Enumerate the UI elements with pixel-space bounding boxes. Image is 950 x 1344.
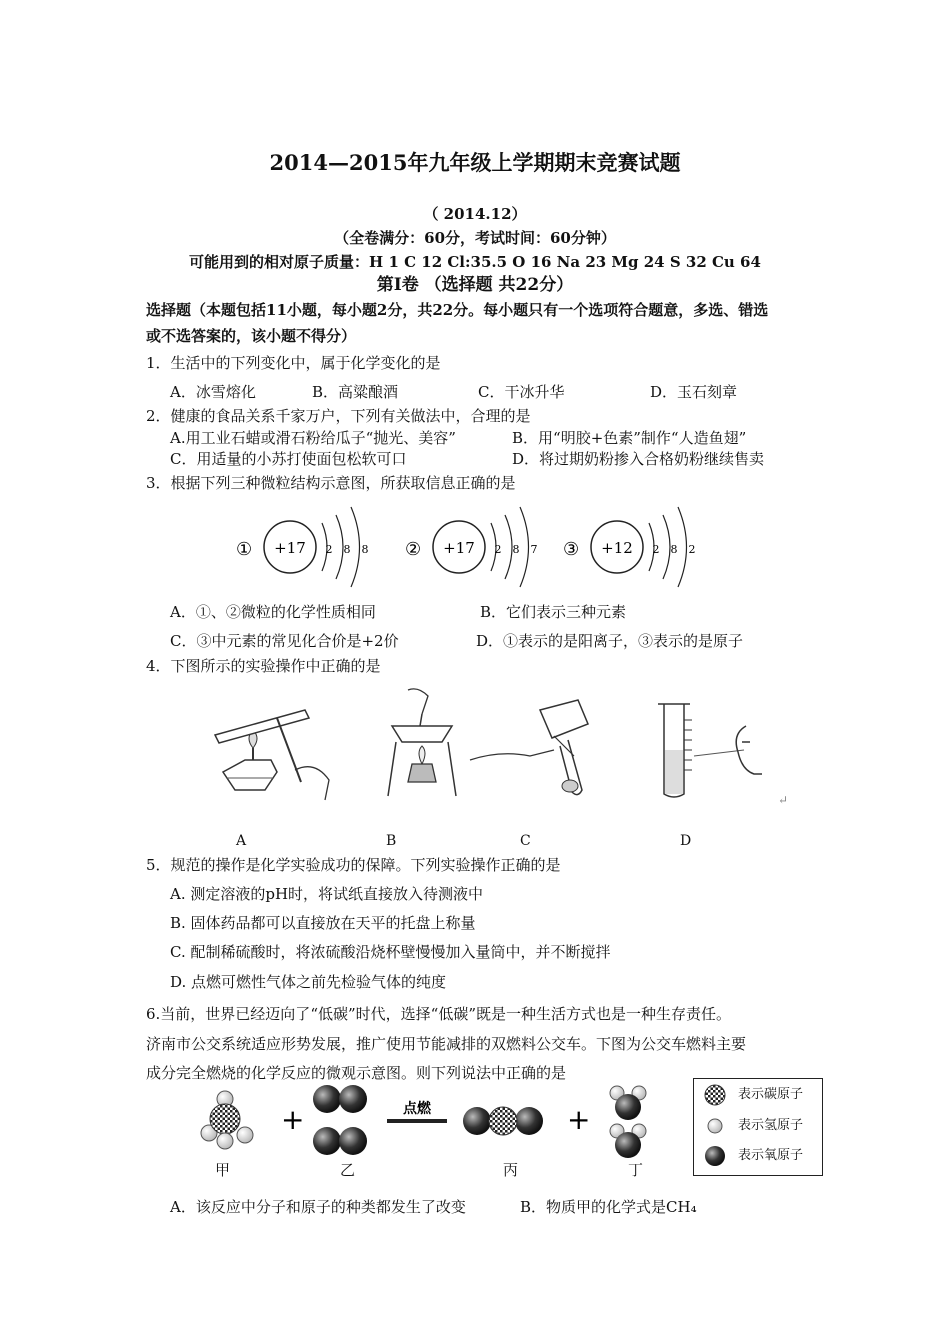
particle-2-mark: ② — [405, 539, 422, 560]
q5-option-a: A. 测定溶液的pH时，将试纸直接放入待测液中 — [170, 885, 484, 903]
particle-3-mark: ③ — [563, 539, 580, 560]
legend-carbon-swatch — [705, 1085, 725, 1105]
reaction-condition: 点燃 — [403, 1101, 431, 1117]
q6-option-a: A．该反应中分子和原子的种类都发生了改变 — [170, 1198, 466, 1216]
q3-option-c: C．③中元素的常见化合价是+2价 — [170, 632, 399, 650]
legend-swatches — [703, 1080, 727, 1170]
q1-option-a: A．冰雪熔化 — [170, 383, 256, 401]
q6-line2: 济南市公交系统适应形势发展，推广使用节能减排的双燃料公交车。下图为公交车燃料主要 — [146, 1035, 747, 1053]
particle-2-shell-3: 7 — [530, 543, 538, 556]
q6-label-ding: 丁 — [628, 1161, 644, 1179]
q3-option-d: D．①表示的是阳离子，③表示的是原子 — [476, 632, 744, 650]
q1-stem: 1．生活中的下列变化中，属于化学变化的是 — [146, 354, 441, 372]
legend-hydrogen-label: 表示氢原子 — [738, 1118, 804, 1133]
q5-stem: 5．规范的操作是化学实验成功的保障。下列实验操作正确的是 — [146, 856, 561, 874]
particle-2-nucleus: +17 — [443, 539, 475, 557]
q6-label-yi: 乙 — [340, 1161, 356, 1179]
q5-option-d: D. 点燃可燃性气体之前先检验气体的纯度 — [170, 973, 447, 991]
q3-option-a: A．①、②微粒的化学性质相同 — [170, 603, 376, 621]
particle-1-shell-1: 2 — [325, 543, 333, 556]
q5-option-b: B. 固体药品都可以直接放在天平的托盘上称量 — [170, 914, 476, 932]
q2-option-b: B．用“明胶+色素”制作“人造鱼翅” — [512, 429, 747, 447]
legend-hydrogen-swatch — [708, 1119, 722, 1133]
q2-option-d: D．将过期奶粉掺入合格奶粉继续售卖 — [512, 450, 765, 468]
legend-carbon-label: 表示碳原子 — [738, 1087, 804, 1102]
instructions-line2: 或不选答案的，该小题不得分） — [146, 327, 357, 345]
plus-sign-2: + — [567, 1103, 591, 1136]
q1-option-d: D．玉石刻章 — [650, 383, 738, 401]
q2-option-a: A.用工业石蜡或滑石粉给瓜子“抛光、美容” — [170, 429, 456, 447]
q6-label-bing: 丙 — [503, 1161, 519, 1179]
reaction-diagram — [195, 1085, 675, 1175]
particle-diagram-2 — [405, 503, 555, 593]
molecule-ding — [610, 1086, 646, 1158]
particle-1-mark: ① — [236, 539, 253, 560]
molecule-jia — [201, 1091, 253, 1149]
exam-info: （全卷满分：60分，考试时间：60分钟） — [334, 229, 616, 247]
particle-3-shell-3: 2 — [688, 543, 696, 556]
q4-label-b: B — [386, 833, 397, 849]
lab-image-c — [470, 690, 600, 805]
particle-diagram-1 — [236, 503, 386, 593]
molecule-yi — [313, 1085, 367, 1155]
legend-oxygen-swatch — [705, 1146, 725, 1166]
instructions-line1: 选择题（本题包括11小题，每小题2分，共22分。每小题只有一个选项符合题意，多选、错选 — [146, 301, 769, 319]
particle-2-shell-2: 8 — [512, 543, 520, 556]
q1-option-c: C．干冰升华 — [478, 383, 565, 401]
q6-label-jia: 甲 — [215, 1161, 231, 1179]
q4-label-a: A — [236, 833, 247, 849]
molecule-bing — [463, 1107, 543, 1135]
q5-option-c: C. 配制稀硫酸时，将浓硫酸沿烧杯壁慢慢加入量筒中，并不断搅拌 — [170, 943, 611, 961]
particle-3-shell-1: 2 — [652, 543, 660, 556]
particle-3-shell-2: 8 — [670, 543, 678, 556]
q3-stem: 3．根据下列三种微粒结构示意图，所获取信息正确的是 — [146, 474, 516, 492]
q6-line1: 6.当前，世界已经迈向了“低碳”时代，选择“低碳”既是一种生活方式也是一种生存责任。 — [146, 1005, 731, 1023]
q4-label-c: C — [520, 833, 531, 849]
part-heading: 第Ⅰ卷 （选择题 共22分） — [376, 275, 574, 295]
atomic-mass-list: 可能用到的相对原子质量：H 1 C 12 Cl:35.5 O 16 Na 23 Mg 24 S 32 Cu 64 — [189, 253, 761, 271]
lab-image-b — [378, 686, 468, 801]
q2-stem: 2．健康的食品关系千家万户，下列有关做法中，合理的是 — [146, 407, 531, 425]
particle-1-nucleus: +17 — [274, 539, 306, 557]
q1-option-b: B．高粱酿酒 — [312, 383, 399, 401]
q6-line3: 成分完全燃烧的化学反应的微观示意图。则下列说法中正确的是 — [146, 1064, 567, 1082]
lab-image-d — [650, 690, 780, 805]
legend-oxygen-label: 表示氧原子 — [738, 1148, 804, 1163]
q2-option-c: C．用适量的小苏打使面包松软可口 — [170, 450, 407, 468]
particle-2-shell-1: 2 — [494, 543, 502, 556]
q3-option-b: B．它们表示三种元素 — [480, 603, 627, 621]
q6-option-b: B．物质甲的化学式是CH₄ — [520, 1198, 697, 1216]
particle-1-shell-3: 8 — [361, 543, 369, 556]
q4-stem: 4．下图所示的实验操作中正确的是 — [146, 657, 381, 675]
particle-diagram-3 — [563, 503, 713, 593]
particle-1-shell-2: 8 — [343, 543, 351, 556]
q4-label-d: D — [680, 833, 692, 849]
plus-sign-1: + — [281, 1103, 305, 1136]
exam-date: （ 2014.12） — [423, 205, 527, 223]
reaction-arrow — [387, 1119, 447, 1123]
lab-image-a — [205, 690, 335, 805]
exam-title: 2014—2015年九年级上学期期末竞赛试题 — [269, 150, 681, 175]
particle-3-nucleus: +12 — [601, 539, 633, 557]
